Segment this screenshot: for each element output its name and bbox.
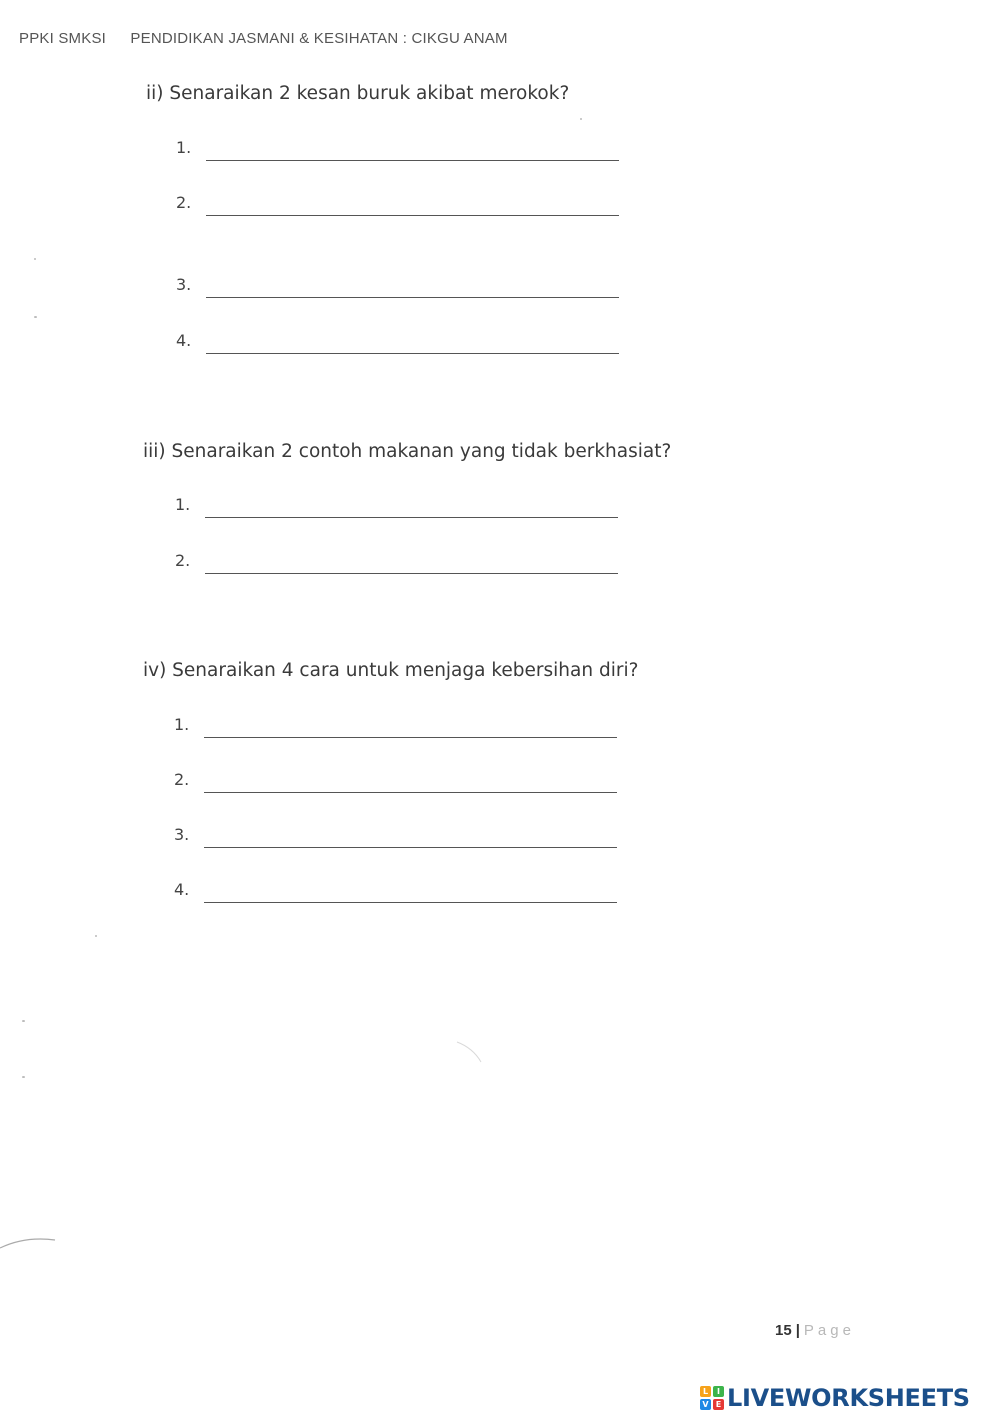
logo-cell: V <box>700 1399 711 1410</box>
answer-row <box>176 190 626 216</box>
liveworksheets-logo <box>700 1384 970 1412</box>
answer-field[interactable] <box>204 902 617 903</box>
page-separator: | <box>795 1322 800 1339</box>
school-name: PPKI SMKSI <box>19 30 107 47</box>
answer-row <box>176 135 626 161</box>
answer-field[interactable] <box>204 737 617 738</box>
answer-number: 1. <box>174 715 190 734</box>
logo-cell: L <box>700 1386 711 1397</box>
subject-title: PENDIDIKAN JASMANI & KESIHATAN : CIKGU ANAM <box>130 30 508 47</box>
scan-speck <box>34 316 37 318</box>
question-ii: ii) Senaraikan 2 kesan buruk akibat merokok? <box>146 83 570 104</box>
scan-mark <box>0 1230 60 1260</box>
answer-row <box>174 767 624 793</box>
answer-field[interactable] <box>205 573 618 574</box>
page-number-value: 15 <box>775 1322 792 1339</box>
answer-number: 3. <box>176 275 192 294</box>
answer-row <box>175 492 625 518</box>
answer-number: 2. <box>176 193 192 212</box>
answer-field[interactable] <box>206 353 619 354</box>
logo-cell: E <box>713 1399 724 1410</box>
answer-row <box>174 877 624 903</box>
scan-mark <box>455 1040 485 1065</box>
answer-number: 1. <box>176 138 192 157</box>
scan-speck <box>22 1076 25 1078</box>
answer-field[interactable] <box>206 297 619 298</box>
answer-field[interactable] <box>206 160 619 161</box>
logo-cell: I <box>713 1386 724 1397</box>
answer-number: 1. <box>175 495 191 514</box>
scan-speck <box>95 935 97 937</box>
answer-row <box>175 548 625 574</box>
answer-number: 3. <box>174 825 190 844</box>
scan-speck <box>34 258 36 260</box>
answer-number: 2. <box>175 551 191 570</box>
answer-number: 4. <box>174 880 190 899</box>
scan-speck <box>580 118 582 120</box>
answer-row <box>176 272 626 298</box>
brand-wordmark: LIVEWORKSHEETS <box>727 1384 970 1412</box>
answer-number: 4. <box>176 331 192 350</box>
page-header <box>19 30 508 47</box>
answer-field[interactable] <box>206 215 619 216</box>
answer-number: 2. <box>174 770 190 789</box>
scan-speck <box>22 1020 25 1022</box>
answer-field[interactable] <box>205 517 618 518</box>
page-word: Page <box>803 1322 855 1339</box>
question-iv: iv) Senaraikan 4 cara untuk menjaga kebersihan diri? <box>143 660 639 681</box>
answer-row <box>174 712 624 738</box>
answer-row <box>176 328 626 354</box>
page-number <box>775 1322 855 1339</box>
logo-icon <box>700 1386 724 1410</box>
question-iii: iii) Senaraikan 2 contoh makanan yang tidak berkhasiat? <box>143 441 672 462</box>
answer-field[interactable] <box>204 792 617 793</box>
answer-field[interactable] <box>204 847 617 848</box>
answer-row <box>174 822 624 848</box>
